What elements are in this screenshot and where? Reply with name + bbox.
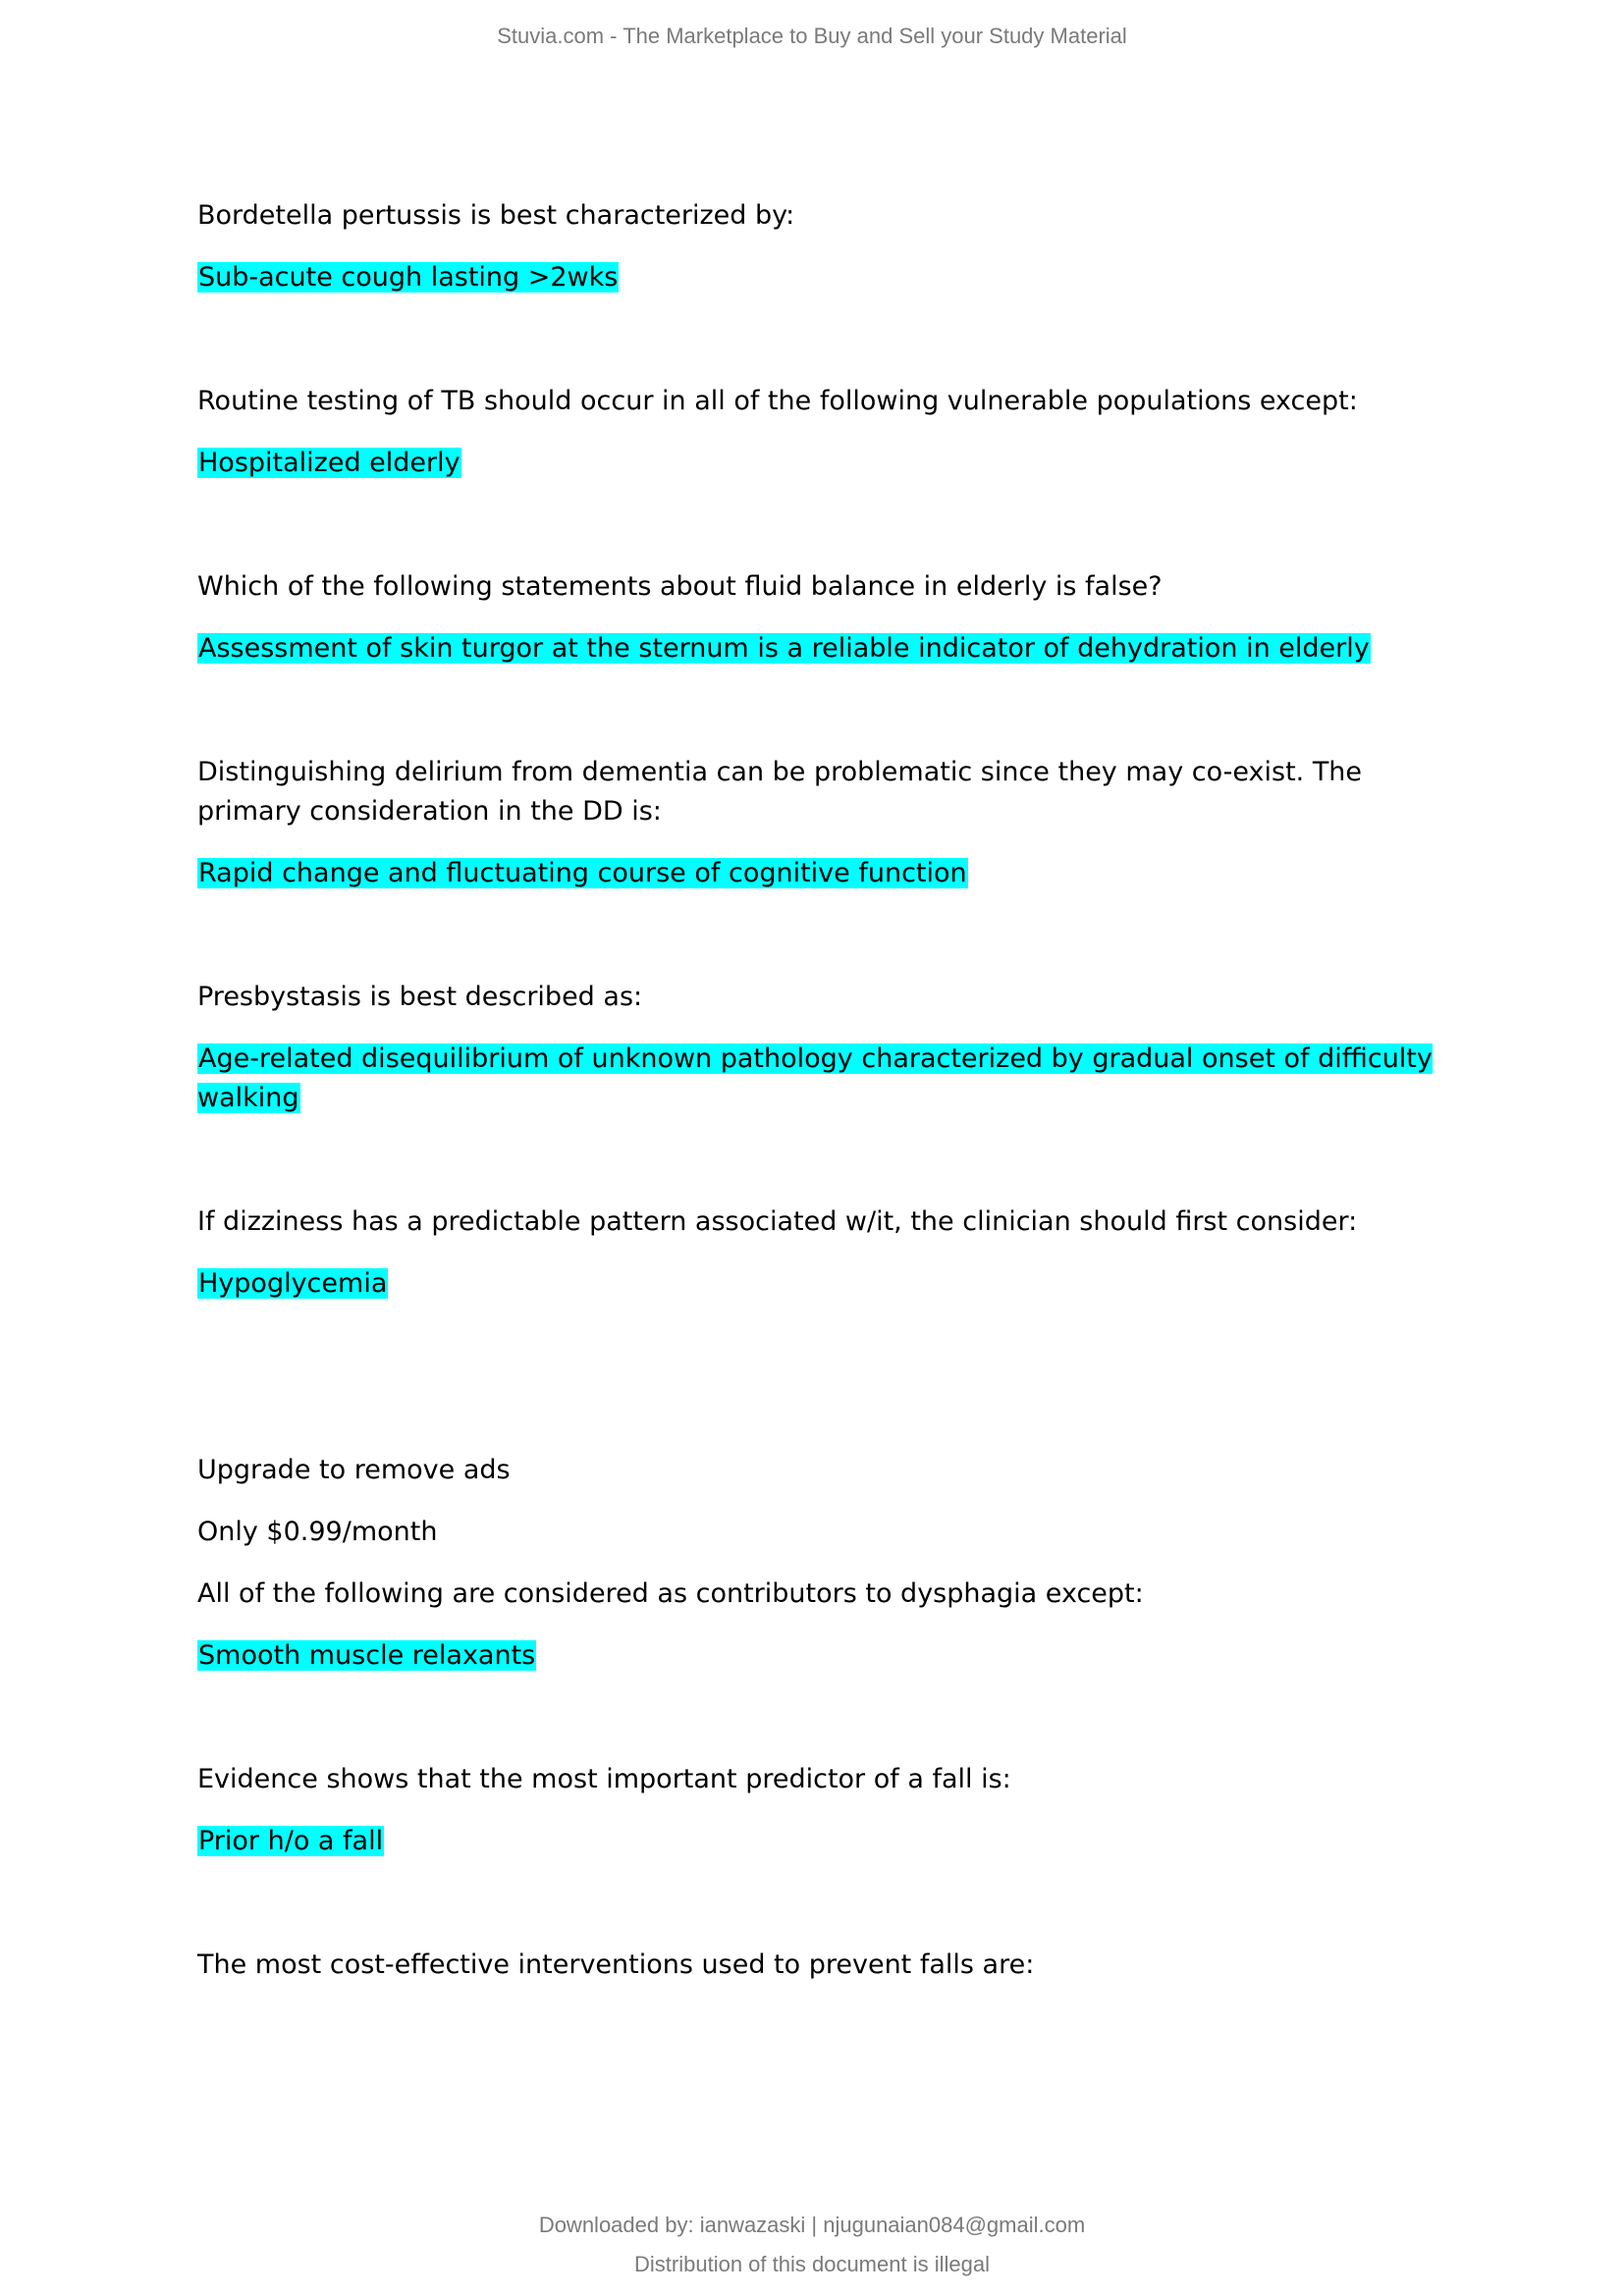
qa-item	[197, 196, 1464, 297]
question-text: Distinguishing delirium from dementia can be problematic since they may co-exist. The primary consideration in the DD is:	[197, 757, 1363, 827]
ad-block	[197, 1451, 1464, 1676]
question-text: Routine testing of TB should occur in all of the following vulnerable populations except:	[197, 386, 1358, 416]
document-body	[197, 196, 1464, 1985]
page-header: Stuvia.com - The Marketplace to Buy and Sell your Study Material	[497, 24, 1127, 48]
upgrade-ad-text: Upgrade to remove ads	[197, 1455, 511, 1485]
answer-highlight: Prior h/o a fall	[198, 1826, 384, 1856]
answer-highlight: Smooth muscle relaxants	[198, 1640, 536, 1671]
question-text: If dizziness has a predictable pattern associated w/it, the clinician should first consider:	[197, 1206, 1358, 1237]
qa-item	[197, 382, 1464, 483]
answer-highlight: Hypoglycemia	[198, 1268, 388, 1299]
qa-item	[197, 567, 1464, 668]
answer-highlight: Rapid change and fluctuating course of cognitive function	[198, 858, 967, 888]
question-text: Presbystasis is best described as:	[197, 982, 643, 1012]
question-text: Bordetella pertussis is best characterized by:	[197, 200, 795, 231]
qa-item	[197, 1202, 1464, 1304]
qa-item	[197, 753, 1464, 893]
qa-item	[197, 978, 1464, 1118]
ad-price-text: Only $0.99/month	[197, 1517, 438, 1547]
question-text: Which of the following statements about fluid balance in elderly is false?	[197, 571, 1163, 602]
answer-highlight: Hospitalized elderly	[198, 448, 460, 478]
footer-download-info: Downloaded by: ianwazaski | njugunaian084@gmail.com	[538, 2213, 1086, 2237]
qa-item	[197, 1760, 1464, 1861]
footer-distribution-notice: Distribution of this document is illegal	[634, 2252, 990, 2276]
question-text: Evidence shows that the most important predictor of a fall is:	[197, 1764, 1011, 1794]
answer-highlight: Age-related disequilibrium of unknown pathology characterized by gradual onset of difficulty walking	[197, 1043, 1433, 1113]
question-text: All of the following are considered as contributors to dysphagia except:	[197, 1578, 1144, 1609]
answer-highlight: Sub-acute cough lasting >2wks	[198, 262, 619, 293]
question-text: The most cost-effective interventions used to prevent falls are:	[197, 1949, 1035, 1980]
qa-item	[197, 1946, 1464, 1985]
answer-highlight: Assessment of skin turgor at the sternum is a reliable indicator of dehydration in elderly	[198, 633, 1370, 664]
